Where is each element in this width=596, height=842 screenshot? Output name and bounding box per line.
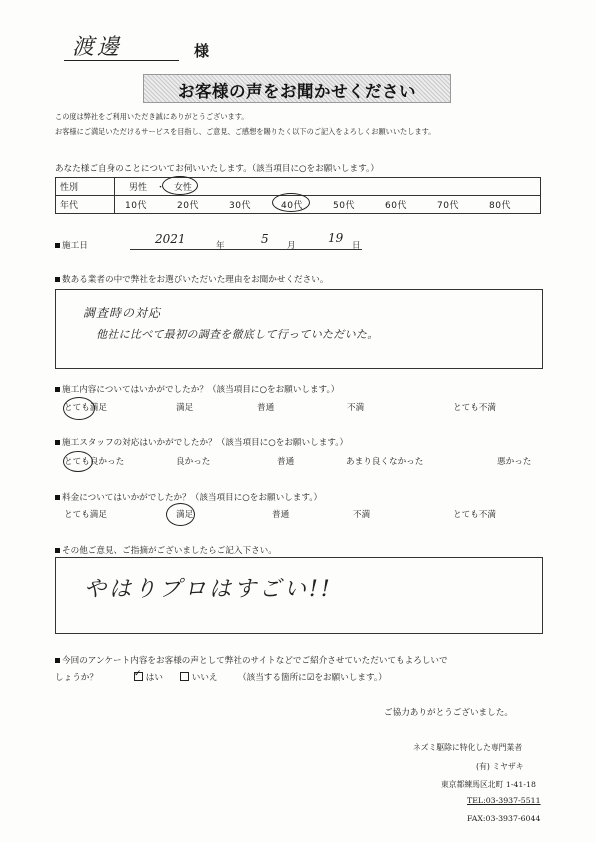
- staff-option[interactable]: とても良かった: [64, 457, 125, 467]
- bullet-square: [55, 387, 60, 392]
- date-year-unit: 年: [216, 241, 225, 251]
- thanks-text: ご協力ありがとうございました。: [384, 708, 513, 718]
- age-option[interactable]: 20代: [177, 201, 199, 211]
- other-answer: やはりプロはすごい!!: [84, 577, 333, 602]
- price-question-wrap: [55, 491, 322, 503]
- consent-question-wrap: [55, 654, 448, 666]
- selected-staff-circle: [63, 451, 93, 472]
- selected-gender-circle: [162, 176, 198, 195]
- check-mark-icon: ✓: [134, 669, 142, 679]
- staff-option[interactable]: 普通: [277, 457, 295, 467]
- date-month-unit: 月: [287, 241, 296, 251]
- selected-price-circle: [166, 503, 195, 526]
- reason-answer-line-1: 調査時の対応: [83, 306, 162, 320]
- price-option[interactable]: 満足: [176, 510, 194, 520]
- consent-no-label: いいえ: [191, 673, 218, 683]
- consent-question-line-2: しょうか？: [55, 673, 98, 683]
- company-tagline: ネズミ駆除に特化した専門業者: [413, 743, 523, 752]
- consent-yes-label: はい: [145, 673, 163, 683]
- age-option[interactable]: 40代: [281, 201, 303, 211]
- price-option[interactable]: 不満: [353, 510, 371, 520]
- bullet-square: [55, 495, 60, 500]
- selected-work-circle: [63, 397, 95, 420]
- date-month[interactable]: 5: [261, 232, 269, 246]
- staff-question: 施工スタッフの対応はいかがでしたか？（該当項目に○をお願いします。）: [62, 438, 349, 448]
- staff-option[interactable]: 悪かった: [497, 457, 532, 467]
- date-label-wrap: [55, 239, 88, 251]
- work-option[interactable]: とても不満: [453, 403, 496, 413]
- customer-name: 渡邊: [72, 35, 123, 60]
- work-option[interactable]: 満足: [176, 403, 194, 413]
- company-name: (有) ミヤザキ: [476, 762, 524, 771]
- date-underline: [130, 249, 362, 250]
- honorific: 様: [194, 42, 210, 60]
- consent-question-line-1: 今回のアンケート内容をお客様の声として弊社のサイトなどでご紹介させていただいてもよろしいで: [62, 656, 448, 666]
- reason-question: 数ある業者の中で弊社をお選びいただいた理由をお聞かせください。: [62, 275, 329, 285]
- date-label: 施工日: [62, 241, 88, 251]
- work-option[interactable]: 普通: [257, 403, 275, 413]
- work-option[interactable]: 不満: [347, 403, 365, 413]
- price-question: 料金についてはいかがでしたか？（該当項目に○をお願いします。）: [62, 493, 323, 503]
- price-option[interactable]: とても不満: [453, 510, 496, 520]
- other-question-wrap: [55, 544, 277, 556]
- gender-options[interactable]: 男性 ・ 女性: [129, 183, 193, 193]
- company-tel[interactable]: TEL:03-3937-5511: [467, 796, 541, 805]
- yes-checkbox[interactable]: [134, 669, 143, 681]
- staff-option[interactable]: あまり良くなかった: [346, 457, 424, 467]
- price-option[interactable]: とても満足: [64, 510, 107, 520]
- staff-question-wrap: [55, 436, 348, 448]
- profile-question: あなた様ご自身のことについてお伺いいたします。（該当項目に○をお願いします。）: [55, 164, 379, 174]
- bullet-square: [55, 548, 60, 553]
- age-options-cell: [115, 196, 541, 214]
- age-option[interactable]: 70代: [437, 201, 459, 211]
- other-answer-box[interactable]: [55, 557, 543, 634]
- consent-no-wrap[interactable]: [180, 671, 218, 683]
- work-option[interactable]: とても満足: [64, 403, 107, 413]
- company-fax: FAX:03-3937-6044: [467, 814, 541, 823]
- intro-line-1: この度は弊社をご利用いただき誠にありがとうございます。: [55, 112, 249, 121]
- no-checkbox[interactable]: [180, 672, 189, 681]
- date-day-unit: 日: [352, 241, 361, 251]
- consent-yes-wrap[interactable]: [134, 671, 163, 683]
- bullet-square: [55, 440, 60, 445]
- price-option[interactable]: 普通: [272, 510, 290, 520]
- age-option[interactable]: 50代: [333, 201, 355, 211]
- consent-note: （該当する箇所に☑をお願いします。）: [238, 673, 387, 683]
- title-banner: [143, 74, 451, 103]
- bullet-square: [55, 277, 60, 282]
- name-underline: [64, 60, 179, 61]
- selected-age-circle: [272, 193, 310, 212]
- bullet-square: [55, 243, 60, 248]
- age-option[interactable]: 30代: [229, 201, 251, 211]
- reason-answer-line-2: 他社に比べて最初の調査を徹底して行っていただいた。: [96, 328, 379, 341]
- company-address: 東京都練馬区北町 1-41-18: [441, 780, 536, 789]
- reason-question-wrap: [55, 273, 328, 285]
- reason-answer-box[interactable]: [55, 289, 543, 369]
- work-question: 施工内容についてはいかがでしたか？（該当項目に○をお願いします。）: [62, 385, 340, 395]
- other-question: その他ご意見、ご指摘がございましたらご記入下さい。: [62, 546, 277, 556]
- bullet-square: [55, 658, 60, 663]
- age-label: 年代: [56, 196, 115, 214]
- staff-option[interactable]: 良かった: [176, 457, 211, 467]
- work-question-wrap: [55, 383, 339, 395]
- age-option[interactable]: 60代: [385, 201, 407, 211]
- gender-label: 性別: [56, 178, 115, 196]
- intro-line-2: お客様にご満足いただけるサービスを目指し、ご意見、ご感想を賜りたく以下のご記入をよろしくお願いいたします。: [55, 127, 436, 136]
- page-title: お客様の声をお聞かせください: [178, 82, 416, 101]
- date-day[interactable]: 19: [328, 231, 344, 245]
- age-option[interactable]: 10代: [125, 201, 147, 211]
- age-option[interactable]: 80代: [489, 201, 511, 211]
- date-year[interactable]: 2021: [155, 232, 186, 246]
